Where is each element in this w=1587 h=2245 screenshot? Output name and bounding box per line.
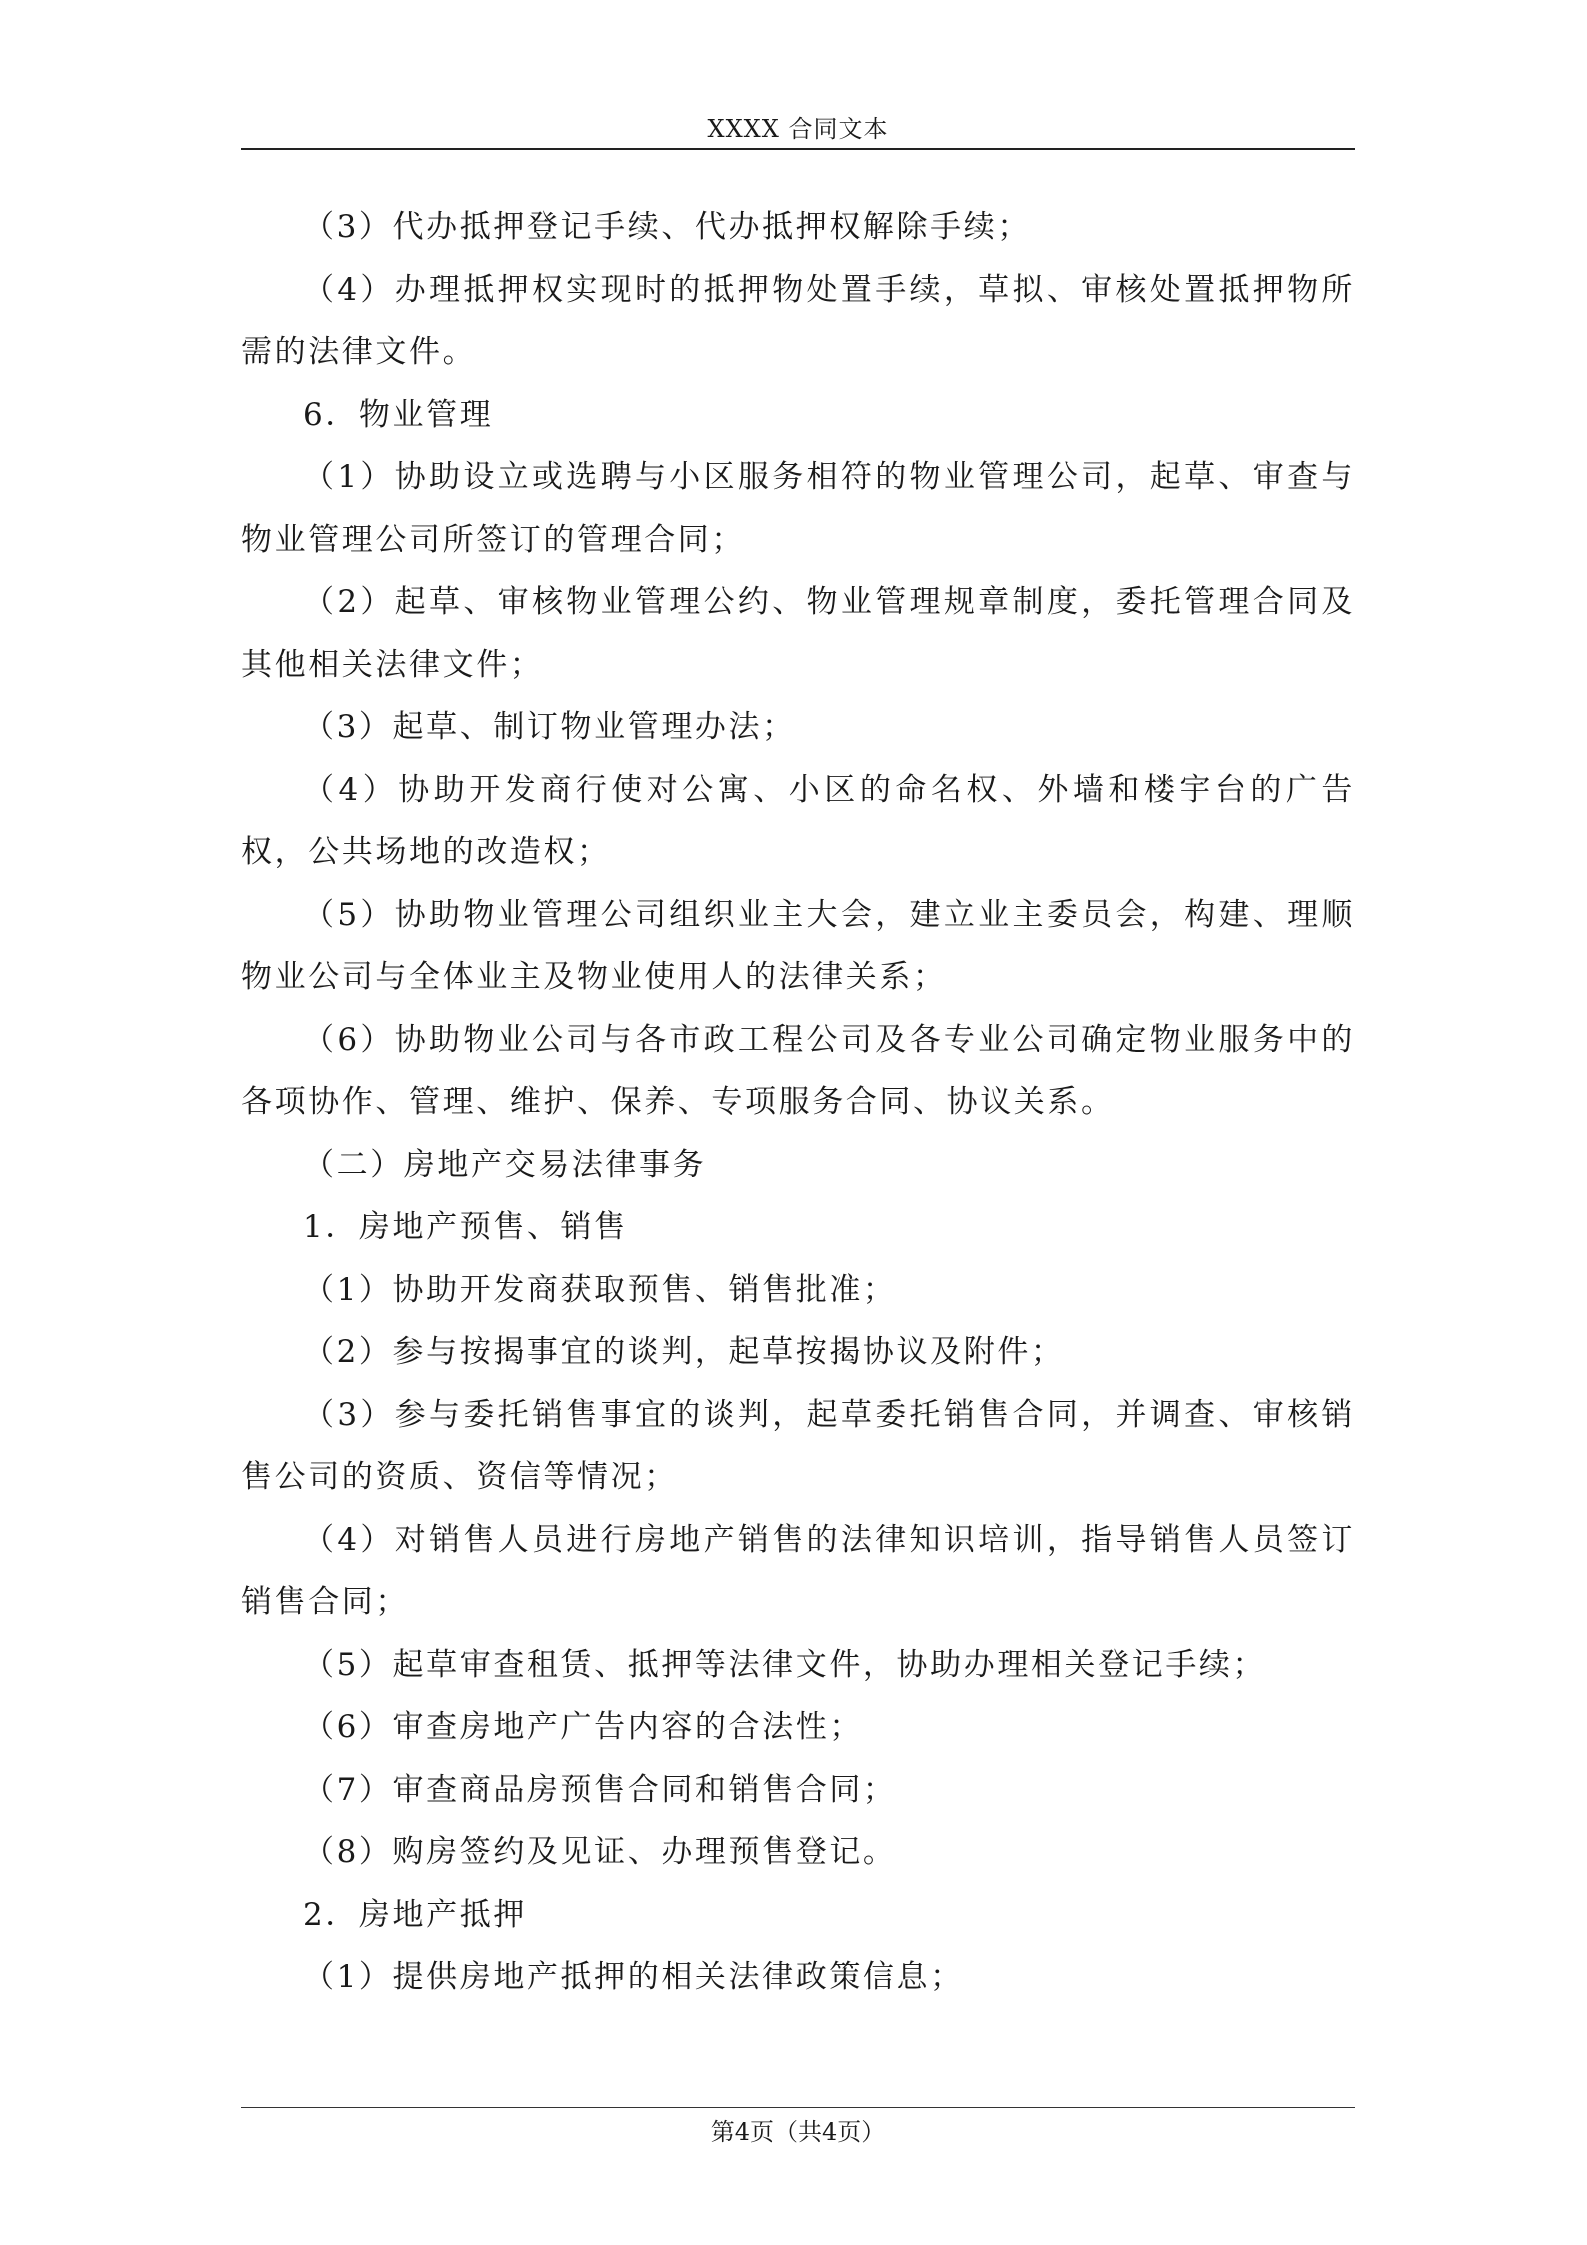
footer-divider (241, 2107, 1355, 2108)
paragraph-item: （2）起草、审核物业管理公约、物业管理规章制度，委托管理合同及其他相关法律文件； (241, 584, 1355, 683)
paragraph-item: （5）协助物业管理公司组织业主大会，建立业主委员会，构建、理顺物业公司与全体业主及物业使用人的法律关系； (241, 896, 1355, 995)
paragraph-item: （1）协助设立或选聘与小区服务相符的物业管理公司，起草、审查与物业管理公司所签订的管理合同； (241, 459, 1355, 558)
paragraph-item: （3）起草、制订物业管理办法； (303, 709, 796, 745)
paragraph-item: （4）办理抵押权实现时的抵押物处置手续，草拟、审核处置抵押物所需的法律文件。 (241, 271, 1355, 370)
paragraph-item: （7）审查商品房预售合同和销售合同； (303, 1771, 897, 1808)
section-heading: 1．房地产预售、销售 (303, 1209, 628, 1245)
paragraph-item: （3）代办抵押登记手续、代办抵押权解除手续； (303, 209, 1031, 245)
page-header: XXXX 合同文本 (707, 115, 889, 143)
paragraph-item: （2）参与按揭事宜的谈判，起草按揭协议及附件； (303, 1334, 1065, 1370)
paragraph-item: （6）审查房地产广告内容的合法性； (303, 1709, 863, 1745)
paragraph-item: （4）协助开发商行使对公寓、小区的命名权、外墙和楼宇台的广告权，公共场地的改造权； (241, 771, 1355, 870)
document-body (241, 196, 1355, 2009)
section-heading: 2．房地产抵押 (303, 1896, 527, 1933)
paragraph-item: （3）参与委托销售事宜的谈判，起草委托销售合同，并调查、审核销售公司的资质、资信等情况； (241, 1396, 1355, 1495)
paragraph-item: （4）对销售人员进行房地产销售的法律知识培训，指导销售人员签订销售合同； (241, 1521, 1355, 1620)
paragraph-item: （5）起草审查租赁、抵押等法律文件，协助办理相关登记手续； (303, 1646, 1267, 1683)
chapter-heading: （二）房地产交易法律事务 (303, 1146, 707, 1183)
paragraph-item: （1）协助开发商获取预售、销售批准； (303, 1271, 897, 1308)
paragraph-item: （6）协助物业公司与各市政工程公司及各专业公司确定物业服务中的各项协作、管理、维护、保养、专项服务合同、协议关系。 (241, 1021, 1355, 1120)
page-number: 第4页（共4页） (710, 2118, 886, 2146)
header-divider (241, 148, 1355, 150)
paragraph-item: （1）提供房地产抵押的相关法律政策信息； (303, 1959, 964, 1995)
section-heading: 6．物业管理 (303, 396, 494, 433)
paragraph-item: （8）购房签约及见证、办理预售登记。 (303, 1834, 897, 1870)
